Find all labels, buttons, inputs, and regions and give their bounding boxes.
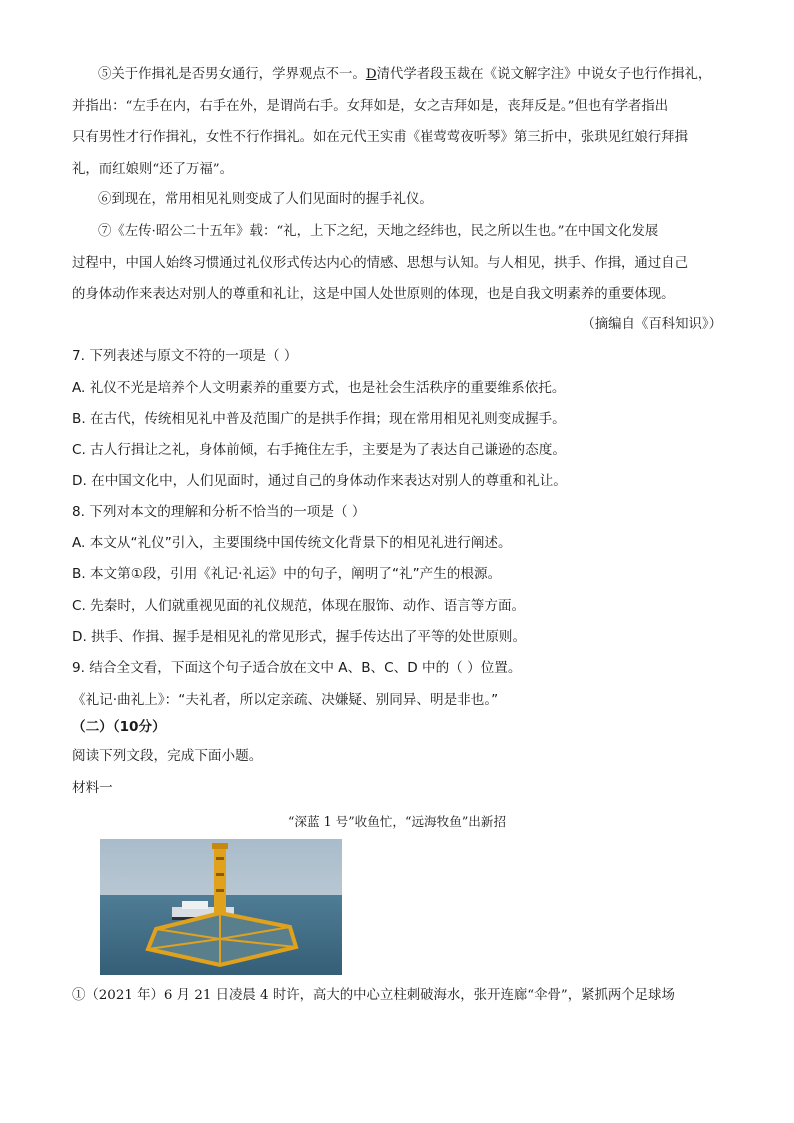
paragraph-7 xyxy=(72,216,724,311)
paragraph-6-text: ⑥到现在，常用相见礼则变成了人们见面时的握手礼仪。 xyxy=(98,192,433,207)
question-7-option-a: A. 礼仪不光是培养个人文明素养的重要方式，也是社会生活秩序的重要维系依托。 xyxy=(72,380,566,396)
paragraph-6 xyxy=(72,184,724,216)
question-7-stem: 7. 下列表述与原文不符的一项是（ ） xyxy=(72,348,298,364)
paragraph-5 xyxy=(72,59,724,185)
paragraph-7-line-1: ⑦《左传·昭公二十五年》载：“礼，上下之纪，天地之经纬也，民之所以生也。”在中国文化发展 xyxy=(98,224,659,239)
paragraph-7-line-2: 过程中，中国人始终习惯通过礼仪形式传达内心的情感、思想与认知。与人相见，拱手、作揖，通过自己 xyxy=(72,255,688,271)
question-8-stem: 8. 下列对本文的理解和分析不恰当的一项是（ ） xyxy=(72,504,366,520)
paragraph-5-line-1 xyxy=(72,59,724,91)
question-7-option-c: C. 古人行揖让之礼，身体前倾，右手掩住左手，主要是为了表达自己谦逊的态度。 xyxy=(72,442,566,458)
question-8-option-b: B. 本文第①段，引用《礼记·礼运》中的句子，阐明了“礼”产生的根源。 xyxy=(72,566,502,582)
section-2-instruction: 阅读下列文段，完成下面小题。 xyxy=(72,748,263,764)
paragraph-5-line-2: 并指出：“左手在内，右手在外，是谓尚右手。女拜如是，女之吉拜如是，丧拜反是。”但也有学者指出 xyxy=(72,98,669,114)
question-8-option-d: D. 拱手、作揖、握手是相见礼的常见形式，握手传达出了平等的处世原则。 xyxy=(72,629,527,645)
paragraph-5-text-after-marker: 清代学者段玉裁在《说文解字注》中说女子也行作揖礼， xyxy=(376,67,712,82)
paragraph-5-text-before-marker: ⑤关于作揖礼是否男女通行，学界观点不一。 xyxy=(98,67,366,82)
question-8-option-c: C. 先秦时，人们就重视见面的礼仪规范，体现在服饰、动作、语言等方面。 xyxy=(72,598,526,614)
material-1-caption: “深蓝 1 号”收鱼忙，“远海牧鱼”出新招 xyxy=(287,814,507,829)
paragraph-7-line-3: 的身体动作来表达对别人的尊重和礼让，这是中国人处世原则的体现，也是自我文明素养的重要体现。 xyxy=(72,287,675,302)
question-8-option-a: A. 本文从“礼仪”引入，主要围绕中国传统文化背景下的相见礼进行阐述。 xyxy=(72,535,512,551)
question-7-option-b: B. 在古代，传统相见礼中普及范围广的是拱手作揖；现在常用相见礼则变成握手。 xyxy=(72,411,566,427)
question-7-option-d: D. 在中国文化中，人们见面时，通过自己的身体动作来表达对别人的尊重和礼让。 xyxy=(72,473,567,489)
source-citation: （摘编自《百科知识》） xyxy=(581,317,722,332)
material-1-label: 材料一 xyxy=(72,780,113,796)
paragraph-5-line-3: 只有男性才行作揖礼，女性不行作揖礼。如在元代王实甫《崔莺莺夜听琴》第三折中，张珙见红娘行拜揖 xyxy=(72,130,688,145)
material-1-paragraph-1: ①（2021 年）6 月 21 日凌晨 4 时许，高大的中心立柱刺破海水，张开连廊“伞骨”，紧抓两个足球场 xyxy=(72,988,675,1003)
offshore-fish-farm-photo xyxy=(100,839,342,975)
section-2-heading: （二）（10分） xyxy=(72,719,166,735)
paragraph-5-line-4: 礼，而红娘则“还了万福”。 xyxy=(72,161,233,177)
question-9-stem: 9. 结合全文看，下面这个句子适合放在文中 A、B、C、D 中的（ ）位置。 xyxy=(72,660,522,676)
position-marker-d: D xyxy=(365,67,377,82)
question-9-quote: 《礼记·曲礼上》：“夫礼者，所以定亲疏、决嫌疑、别同异、明是非也。” xyxy=(72,692,499,708)
